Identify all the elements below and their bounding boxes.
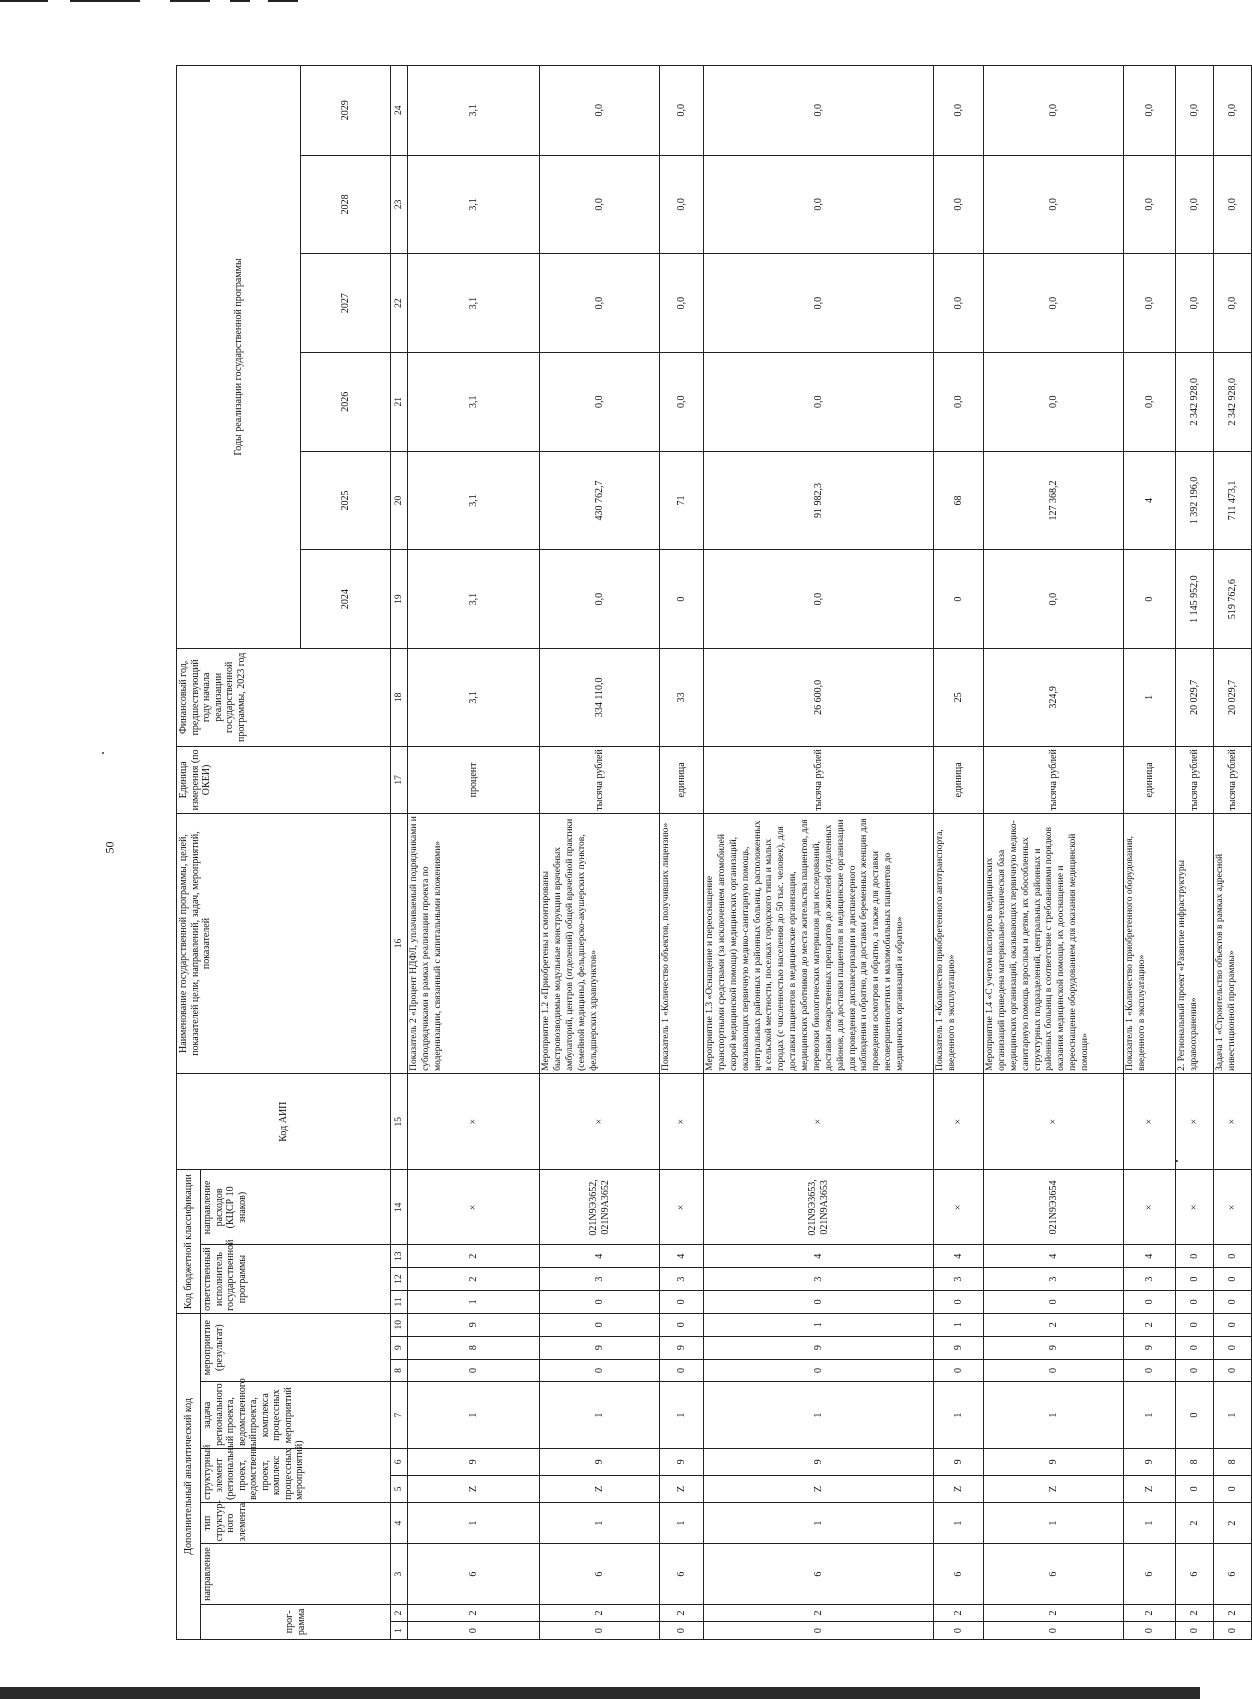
row-code-4: 1 xyxy=(660,1502,704,1544)
row-code-13: 4 xyxy=(934,1245,984,1268)
row-value-2027: 0,0 xyxy=(984,254,1124,353)
row-code-11: 0 xyxy=(660,1290,704,1313)
row-value-2023: 33 xyxy=(660,649,704,747)
row-unit: единица xyxy=(660,746,704,814)
row-value-2024: 519 762,6 xyxy=(1214,550,1252,649)
row-code-6: 9 xyxy=(408,1448,540,1475)
row-value-2025: 127 368,2 xyxy=(984,451,1124,550)
column-index: 7 xyxy=(391,1382,408,1448)
row-code-9: 9 xyxy=(660,1336,704,1359)
row-name: Мероприятие 1.3 «Оснащение и переоснащение транспортными средствами (за исключением автомобилей скорой медицинской помощи) медицинских организаций, оказывающих первичную медико-санитарную помощь, центральных районных и районных больниц, расположенных в сельской местности, поселках городского типа и малых городах (с численностью населения до 50 тыс. человек), для доставки пациентов в медицинские организации, медицинских работников до места жительства пациентов, для перевозки биологических материалов для исследований, доставки лекарственных препаратов до жителей отдаленных районов, для доставки пациентов в медицинские организации для проведения диспансеризации и диспансерного наблюдения и обратно, для доставки беременных женщин для проведения осмотров и обратно, а также для доставки несовершеннолетних и маломобильных пациентов до медицинских организаций и обратно» xyxy=(704,814,934,1074)
row-code-12: 3 xyxy=(934,1268,984,1291)
row-value-2025: 91 982,3 xyxy=(704,451,934,550)
row-code-6: 9 xyxy=(934,1448,984,1475)
row-unit: тысяча рублей xyxy=(704,746,934,814)
header-year: 2025 xyxy=(301,451,391,550)
header-kbk: Код бюджетной классификации xyxy=(177,1170,201,1313)
row-value-2023: 20 029,7 xyxy=(1176,649,1214,747)
row-code-2: 2 xyxy=(934,1604,984,1622)
row-code-12: 3 xyxy=(984,1268,1124,1291)
row-value-2026: 3,1 xyxy=(408,352,540,451)
row-value-2029: 0,0 xyxy=(660,66,704,156)
column-index: 1 xyxy=(391,1622,408,1640)
row-code-13: 0 xyxy=(1176,1245,1214,1268)
row-unit: процент xyxy=(408,746,540,814)
row-value-2025: 3,1 xyxy=(408,451,540,550)
row-value-2023: 1 xyxy=(1124,649,1176,747)
row-value-2028: 0,0 xyxy=(1214,155,1252,254)
header-napr: направление xyxy=(201,1544,391,1604)
row-code-15: × xyxy=(984,1073,1124,1170)
header-year: 2027 xyxy=(301,254,391,353)
column-index: 12 xyxy=(391,1268,408,1291)
row-code-11: 0 xyxy=(984,1290,1124,1313)
row-value-2025: 430 762,7 xyxy=(540,451,660,550)
row-value-2025: 711 473,1 xyxy=(1214,451,1252,550)
header-aip: Код АИП xyxy=(177,1073,391,1170)
row-value-2026: 2 342 928,0 xyxy=(1214,352,1252,451)
row-code-4: 1 xyxy=(1124,1502,1176,1544)
row-code-9: 8 xyxy=(408,1336,540,1359)
row-value-2024: 0,0 xyxy=(704,550,934,649)
header-years-title: Годы реализации государственной программы xyxy=(177,66,301,649)
row-value-2026: 2 342 928,0 xyxy=(1176,352,1214,451)
row-code-15: × xyxy=(1124,1073,1176,1170)
row-code-15: × xyxy=(660,1073,704,1170)
row-value-2026: 0,0 xyxy=(934,352,984,451)
column-index: 8 xyxy=(391,1359,408,1382)
row-code-10: 0 xyxy=(1214,1313,1252,1336)
row-code-15: × xyxy=(540,1073,660,1170)
header-unit: Единица измерения (по ОКЕИ) xyxy=(177,746,391,814)
row-code-1: 0 xyxy=(1176,1622,1214,1640)
row-code-14: 021N9Э3652, 021N9А3652 xyxy=(540,1170,660,1245)
row-code-2: 2 xyxy=(1214,1604,1252,1622)
row-value-2023: 334 110,0 xyxy=(540,649,660,747)
row-code-3: 6 xyxy=(984,1544,1124,1604)
row-value-2024: 1 145 952,0 xyxy=(1176,550,1214,649)
row-code-11: 0 xyxy=(704,1290,934,1313)
row-code-13: 0 xyxy=(1214,1245,1252,1268)
row-value-2028: 0,0 xyxy=(540,155,660,254)
table-row xyxy=(704,66,934,1640)
row-code-8: 0 xyxy=(660,1359,704,1382)
header-zadacha: задача регионального проекта, ведомственного проекта, комплекса процессных мероприятий xyxy=(201,1382,391,1448)
row-code-10: 0 xyxy=(540,1313,660,1336)
row-name: Задача 1 «Строительство объектов в рамках адресной инвестиционной программы» xyxy=(1214,814,1252,1074)
header-prog: прог-рамма xyxy=(201,1604,391,1639)
row-code-7: 1 xyxy=(934,1382,984,1448)
column-index: 6 xyxy=(391,1448,408,1475)
row-code-7: 0 xyxy=(1176,1382,1214,1448)
row-value-2024: 0,0 xyxy=(540,550,660,649)
row-code-8: 0 xyxy=(408,1359,540,1382)
column-index: 16 xyxy=(391,814,408,1074)
header-name: Наименование государственной программы, целей, показателей цели, направлений, задач, мероприятий, показателей xyxy=(177,814,391,1074)
row-unit: единица xyxy=(1124,746,1176,814)
row-code-7: 1 xyxy=(984,1382,1124,1448)
row-code-3: 6 xyxy=(540,1544,660,1604)
row-value-2029: 0,0 xyxy=(1124,66,1176,156)
row-code-6: 9 xyxy=(1124,1448,1176,1475)
row-code-10: 2 xyxy=(984,1313,1124,1336)
row-code-15: × xyxy=(1176,1073,1214,1170)
row-code-3: 6 xyxy=(1124,1544,1176,1604)
row-code-2: 2 xyxy=(1176,1604,1214,1622)
row-value-2027: 0,0 xyxy=(660,254,704,353)
header-year: 2026 xyxy=(301,352,391,451)
row-name: Показатель 2 «Процент НДФЛ, уплачиваемый подрядчиками и субподрядчиками в рамках реализации проекта по модернизации, связанный с капитальными вложениями» xyxy=(408,814,540,1074)
row-code-10: 2 xyxy=(1124,1313,1176,1336)
row-code-4: 1 xyxy=(408,1502,540,1544)
row-value-2024: 0 xyxy=(660,550,704,649)
row-value-2026: 0,0 xyxy=(1124,352,1176,451)
scan-speck xyxy=(102,752,104,754)
column-index: 21 xyxy=(391,352,408,451)
row-code-5: Z xyxy=(1124,1475,1176,1502)
row-code-14: × xyxy=(1176,1170,1214,1245)
row-code-13: 4 xyxy=(540,1245,660,1268)
row-code-4: 1 xyxy=(540,1502,660,1544)
row-value-2027: 0,0 xyxy=(1214,254,1252,353)
row-value-2029: 0,0 xyxy=(1214,66,1252,156)
table-row xyxy=(984,66,1124,1640)
row-code-7: 1 xyxy=(1124,1382,1176,1448)
row-code-3: 6 xyxy=(934,1544,984,1604)
row-code-12: 3 xyxy=(540,1268,660,1291)
row-code-4: 1 xyxy=(934,1502,984,1544)
row-value-2025: 71 xyxy=(660,451,704,550)
row-code-2: 2 xyxy=(660,1604,704,1622)
row-code-1: 0 xyxy=(934,1622,984,1640)
row-value-2028: 3,1 xyxy=(408,155,540,254)
row-code-14: × xyxy=(1124,1170,1176,1245)
row-code-4: 2 xyxy=(1176,1502,1214,1544)
row-code-3: 6 xyxy=(1176,1544,1214,1604)
row-code-7: 1 xyxy=(408,1382,540,1448)
row-code-2: 2 xyxy=(540,1604,660,1622)
row-code-2: 2 xyxy=(408,1604,540,1622)
row-value-2023: 25 xyxy=(934,649,984,747)
column-index: 23 xyxy=(391,155,408,254)
column-index: 9 xyxy=(391,1336,408,1359)
row-code-3: 6 xyxy=(1214,1544,1252,1604)
rotated-table-wrapper xyxy=(176,65,1238,1640)
row-code-5: Z xyxy=(984,1475,1124,1502)
row-code-8: 0 xyxy=(1214,1359,1252,1382)
row-code-9: 0 xyxy=(1214,1336,1252,1359)
row-code-15: × xyxy=(1214,1073,1252,1170)
row-value-2029: 3,1 xyxy=(408,66,540,156)
row-value-2025: 68 xyxy=(934,451,984,550)
row-code-9: 9 xyxy=(934,1336,984,1359)
row-code-11: 0 xyxy=(1176,1290,1214,1313)
row-code-12: 3 xyxy=(704,1268,934,1291)
row-code-12: 2 xyxy=(408,1268,540,1291)
column-index: 2 xyxy=(391,1604,408,1622)
row-code-5: Z xyxy=(704,1475,934,1502)
row-code-11: 1 xyxy=(408,1290,540,1313)
column-index: 22 xyxy=(391,254,408,353)
row-code-6: 9 xyxy=(704,1448,934,1475)
header-meropr: мероприятие (результат) xyxy=(201,1313,391,1382)
row-code-15: × xyxy=(408,1073,540,1170)
row-code-15: × xyxy=(704,1073,934,1170)
row-code-14: 021N9Э3653, 021N9А3653 xyxy=(704,1170,934,1245)
header-otv: ответственный исполнитель государственной программы xyxy=(201,1245,391,1314)
row-code-9: 9 xyxy=(540,1336,660,1359)
row-value-2028: 0,0 xyxy=(984,155,1124,254)
row-code-9: 9 xyxy=(1124,1336,1176,1359)
row-code-9: 0 xyxy=(1176,1336,1214,1359)
row-code-8: 0 xyxy=(540,1359,660,1382)
row-value-2024: 3,1 xyxy=(408,550,540,649)
row-code-5: Z xyxy=(540,1475,660,1502)
column-index: 11 xyxy=(391,1290,408,1313)
column-index: 4 xyxy=(391,1502,408,1544)
row-value-2027: 0,0 xyxy=(1124,254,1176,353)
row-value-2028: 0,0 xyxy=(1176,155,1214,254)
header-dop-code: Дополнительный аналитический код xyxy=(177,1313,201,1639)
column-index: 13 xyxy=(391,1245,408,1268)
row-code-5: 0 xyxy=(1176,1475,1214,1502)
budget-table xyxy=(176,65,1252,1640)
row-value-2024: 0 xyxy=(934,550,984,649)
row-code-3: 6 xyxy=(408,1544,540,1604)
row-unit: тысяча рублей xyxy=(1176,746,1214,814)
scan-bottom-edge xyxy=(0,1687,1200,1699)
row-value-2029: 0,0 xyxy=(1176,66,1214,156)
row-value-2026: 0,0 xyxy=(704,352,934,451)
row-name: Мероприятие 1.2 «Приобретены и смонтированы быстровозводимые модульные конструкции врачебных амбулаторий, центров (отделений) общей врачебной практики (семейной медицины), фельдшерско-акушерских пунктов, фельдшерских здравпунктов» xyxy=(540,814,660,1074)
column-index: 17 xyxy=(391,746,408,814)
row-code-1: 0 xyxy=(1124,1622,1176,1640)
table-row xyxy=(1176,66,1214,1640)
row-value-2025: 1 392 196,0 xyxy=(1176,451,1214,550)
row-value-2029: 0,0 xyxy=(934,66,984,156)
scan-top-edge xyxy=(0,0,1200,3)
row-code-5: Z xyxy=(934,1475,984,1502)
row-code-8: 0 xyxy=(984,1359,1124,1382)
row-value-2026: 0,0 xyxy=(984,352,1124,451)
row-value-2026: 0,0 xyxy=(660,352,704,451)
page-number: 50 xyxy=(102,841,117,854)
row-code-11: 0 xyxy=(540,1290,660,1313)
row-code-2: 2 xyxy=(984,1604,1124,1622)
row-code-14: × xyxy=(408,1170,540,1245)
row-value-2028: 0,0 xyxy=(660,155,704,254)
row-code-7: 1 xyxy=(704,1382,934,1448)
header-year: 2024 xyxy=(301,550,391,649)
row-code-1: 0 xyxy=(408,1622,540,1640)
row-value-2024: 0 xyxy=(1124,550,1176,649)
row-value-2023: 26 600,0 xyxy=(704,649,934,747)
row-code-11: 0 xyxy=(1124,1290,1176,1313)
row-code-12: 3 xyxy=(1124,1268,1176,1291)
row-code-7: 1 xyxy=(1214,1382,1252,1448)
row-value-2028: 0,0 xyxy=(704,155,934,254)
row-code-1: 0 xyxy=(1214,1622,1252,1640)
row-code-12: 3 xyxy=(660,1268,704,1291)
row-unit: тысяча рублей xyxy=(1214,746,1252,814)
row-code-14: × xyxy=(934,1170,984,1245)
row-code-14: × xyxy=(1214,1170,1252,1245)
table-row xyxy=(408,66,540,1640)
row-value-2029: 0,0 xyxy=(540,66,660,156)
column-index: 3 xyxy=(391,1544,408,1604)
row-code-6: 8 xyxy=(1214,1448,1252,1475)
row-name: 2. Региональный проект «Развитие инфраструктуры здравоохранения» xyxy=(1176,814,1214,1074)
row-code-6: 9 xyxy=(660,1448,704,1475)
row-code-11: 0 xyxy=(934,1290,984,1313)
row-value-2029: 0,0 xyxy=(984,66,1124,156)
table-body xyxy=(391,66,1252,1640)
column-index: 24 xyxy=(391,66,408,156)
row-code-2: 2 xyxy=(1124,1604,1176,1622)
row-code-6: 9 xyxy=(984,1448,1124,1475)
column-index: 20 xyxy=(391,451,408,550)
row-value-2023: 324,9 xyxy=(984,649,1124,747)
header-year: 2029 xyxy=(301,66,391,156)
row-name: Мероприятие 1.4 «С учетом паспортов медицинских организаций приведена материально-техническая база медицинских организаций, оказывающих первичную медико-санитарную помощь взрослым и детям, их обособленных структурных подразделений, центральных районных и районных больниц в соответствие с требованиями порядков оказания медицинской помощи, их дооснащение и переоснащение оборудованием для оказания медицинской помощи» xyxy=(984,814,1124,1074)
column-index: 19 xyxy=(391,550,408,649)
row-name: Показатель 1 «Количество объектов, получивших лицензию» xyxy=(660,814,704,1074)
row-code-8: 0 xyxy=(1124,1359,1176,1382)
row-value-2023: 3,1 xyxy=(408,649,540,747)
row-value-2027: 0,0 xyxy=(540,254,660,353)
row-code-13: 2 xyxy=(408,1245,540,1268)
row-code-11: 0 xyxy=(1214,1290,1252,1313)
table-row xyxy=(540,66,660,1640)
row-code-9: 9 xyxy=(984,1336,1124,1359)
header-tip: тип структур-ного элемента xyxy=(201,1502,391,1544)
row-code-7: 1 xyxy=(540,1382,660,1448)
row-code-4: 1 xyxy=(704,1502,934,1544)
row-code-13: 4 xyxy=(1124,1245,1176,1268)
row-value-2027: 0,0 xyxy=(1176,254,1214,353)
row-value-2026: 0,0 xyxy=(540,352,660,451)
row-code-1: 0 xyxy=(660,1622,704,1640)
header-napr-rash: направление расходов (КЦСР 10 знаков) xyxy=(201,1170,391,1245)
row-code-13: 4 xyxy=(984,1245,1124,1268)
row-name: Показатель 1 «Количество приобретенного автотранспорта, введенного в эксплуатацию» xyxy=(934,814,984,1074)
row-code-12: 0 xyxy=(1214,1268,1252,1291)
row-code-3: 6 xyxy=(704,1544,934,1604)
row-value-2027: 3,1 xyxy=(408,254,540,353)
row-code-8: 0 xyxy=(704,1359,934,1382)
row-code-6: 8 xyxy=(1176,1448,1214,1475)
column-index: 14 xyxy=(391,1170,408,1245)
row-code-8: 0 xyxy=(934,1359,984,1382)
row-code-5: 0 xyxy=(1214,1475,1252,1502)
row-code-15: × xyxy=(934,1073,984,1170)
row-code-10: 9 xyxy=(408,1313,540,1336)
row-code-10: 1 xyxy=(934,1313,984,1336)
row-code-8: 0 xyxy=(1176,1359,1214,1382)
header-fin-year: Финансовый год, предшествующий году начала реализации государственной программы, 2023 год xyxy=(177,649,391,747)
row-code-13: 4 xyxy=(660,1245,704,1268)
row-unit: тысяча рублей xyxy=(984,746,1124,814)
row-value-2027: 0,0 xyxy=(934,254,984,353)
row-code-10: 0 xyxy=(660,1313,704,1336)
row-unit: тысяча рублей xyxy=(540,746,660,814)
row-code-10: 1 xyxy=(704,1313,934,1336)
row-name: Показатель 1 «Количество приобретенного оборудования, введенного в эксплуатацию» xyxy=(1124,814,1176,1074)
row-code-4: 2 xyxy=(1214,1502,1252,1544)
row-code-1: 0 xyxy=(984,1622,1124,1640)
row-code-5: Z xyxy=(660,1475,704,1502)
row-code-6: 9 xyxy=(540,1448,660,1475)
row-code-5: Z xyxy=(408,1475,540,1502)
row-value-2029: 0,0 xyxy=(704,66,934,156)
row-code-7: 1 xyxy=(660,1382,704,1448)
row-value-2028: 0,0 xyxy=(1124,155,1176,254)
row-code-10: 0 xyxy=(1176,1313,1214,1336)
column-index: 10 xyxy=(391,1313,408,1336)
table-row xyxy=(1124,66,1176,1640)
row-code-1: 0 xyxy=(704,1622,934,1640)
row-value-2025: 4 xyxy=(1124,451,1176,550)
row-code-14: × xyxy=(660,1170,704,1245)
header-struct: структурный элемент (региональный проект, ведомственный проект, комплекс процессных мероприятий) xyxy=(201,1448,391,1502)
row-code-13: 4 xyxy=(704,1245,934,1268)
column-index-row xyxy=(391,66,408,1640)
row-code-9: 9 xyxy=(704,1336,934,1359)
header-year: 2028 xyxy=(301,155,391,254)
row-code-12: 0 xyxy=(1176,1268,1214,1291)
row-value-2023: 20 029,7 xyxy=(1214,649,1252,747)
column-index: 18 xyxy=(391,649,408,747)
row-value-2024: 0,0 xyxy=(984,550,1124,649)
row-code-2: 2 xyxy=(704,1604,934,1622)
row-code-1: 0 xyxy=(540,1622,660,1640)
column-index: 5 xyxy=(391,1475,408,1502)
column-index: 15 xyxy=(391,1073,408,1170)
table-row xyxy=(1214,66,1252,1640)
row-code-4: 1 xyxy=(984,1502,1124,1544)
row-value-2028: 0,0 xyxy=(934,155,984,254)
row-code-3: 6 xyxy=(660,1544,704,1604)
table-row xyxy=(934,66,984,1640)
row-code-14: 021N9Э3654 xyxy=(984,1170,1124,1245)
table-row xyxy=(660,66,704,1640)
row-value-2027: 0,0 xyxy=(704,254,934,353)
row-unit: единица xyxy=(934,746,984,814)
